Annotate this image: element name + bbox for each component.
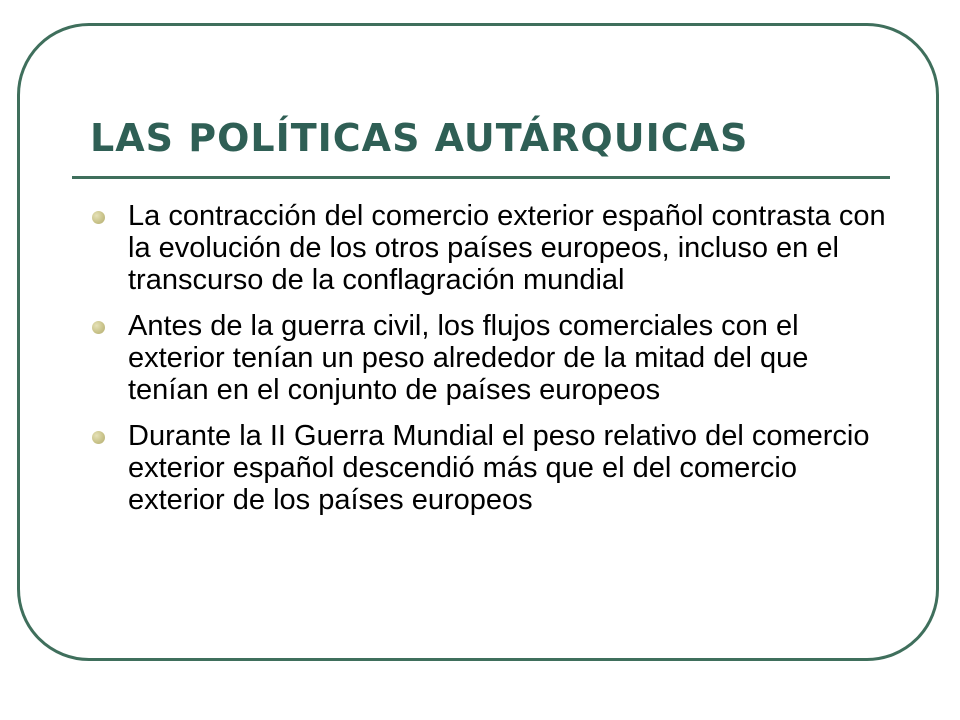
- bullet-item: [90, 310, 890, 406]
- bullet-item: [90, 200, 890, 296]
- bullet-list: [90, 200, 890, 530]
- slide-title: LAS POLÍTICAS AUTÁRQUICAS: [90, 116, 749, 160]
- title-divider: [72, 176, 890, 179]
- bullet-text: Antes de la guerra civil, los flujos comerciales con el exterior tenían un peso alrededor de la mitad del que tenían en el conjunto de países europeos: [128, 310, 809, 406]
- bullet-text: Durante la II Guerra Mundial el peso relativo del comercio exterior español descendió más que el del comercio exterior de los países europeos: [128, 420, 870, 516]
- bullet-dot-icon: [92, 211, 105, 224]
- bullet-item: [90, 420, 890, 516]
- bullet-dot-icon: [92, 431, 105, 444]
- bullet-dot-icon: [92, 321, 105, 334]
- bullet-text: La contracción del comercio exterior español contrasta con la evolución de los otros países europeos, incluso en el transcurso de la conflagración mundial: [128, 200, 886, 296]
